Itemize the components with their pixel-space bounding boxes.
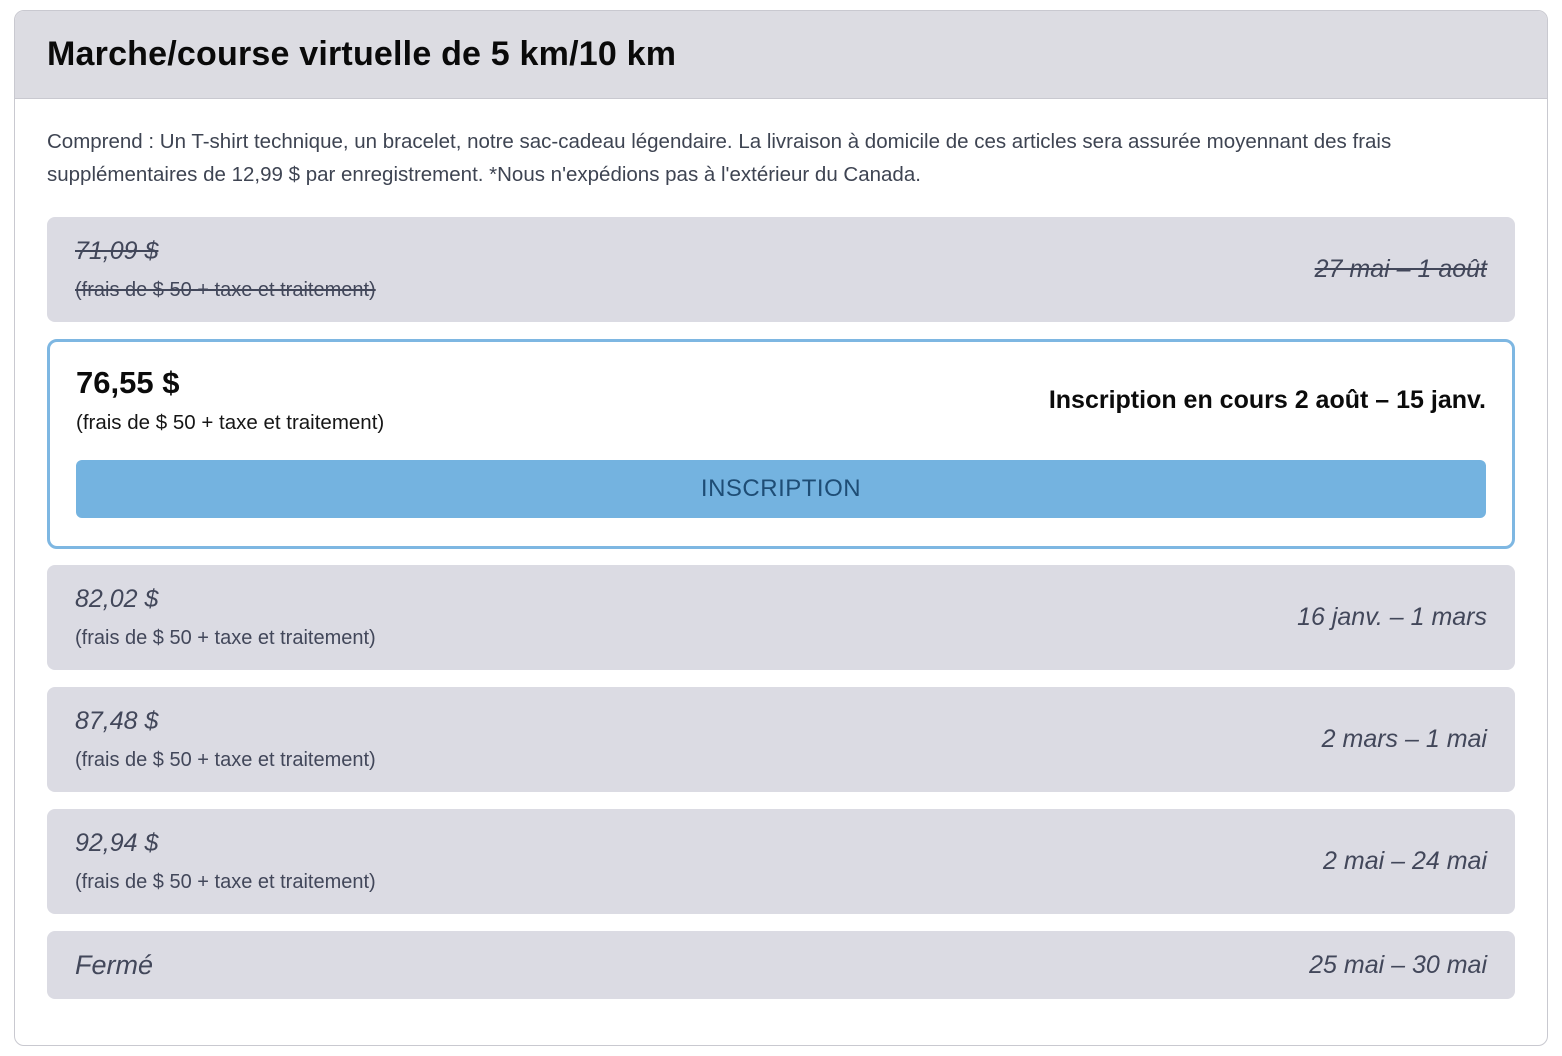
pricing-tier-past (47, 217, 1515, 322)
tier-price-block (75, 579, 376, 657)
pricing-tier-active (47, 339, 1515, 549)
tier-fee: (frais de $ 50 + taxe et traitement) (75, 626, 376, 649)
tier-fee: (frais de $ 50 + taxe et traitement) (75, 870, 376, 893)
registration-status: Inscription en cours 2 août – 15 janv. (1048, 385, 1486, 414)
tier-dates: 2 mai – 24 mai (1323, 847, 1487, 875)
tier-status-label: Fermé (75, 950, 154, 980)
pricing-tier-upcoming (47, 809, 1515, 914)
tier-price: 76,55 $ (76, 365, 180, 400)
tier-fee: (frais de $ 50 + taxe et traitement) (75, 748, 376, 771)
event-description: Comprend : Un T-shirt technique, un bracelet, notre sac-cadeau légendaire. La livraison à domicile de ces articles sera assurée moyennant des frais supplémentaires de 12,99 $ par enregistrement. *Nous n'expédions pas à l'extérieur du Canada. (47, 130, 1392, 186)
tier-price-block (75, 823, 376, 901)
tier-price: 71,09 $ (75, 236, 159, 265)
tier-dates: 16 janv. – 1 mars (1297, 603, 1487, 631)
tier-dates: 25 mai – 30 mai (1309, 950, 1487, 979)
tier-price: 87,48 $ (75, 706, 159, 735)
pricing-tier-upcoming (47, 565, 1515, 670)
tier-price-block (75, 231, 376, 309)
inscription-button[interactable]: INSCRIPTION (76, 460, 1486, 518)
pricing-tier-upcoming (47, 687, 1515, 792)
tier-price: 92,94 $ (75, 828, 159, 857)
card-body (15, 99, 1547, 999)
active-tier-info (76, 360, 1486, 440)
tier-price-block (76, 360, 384, 440)
tier-dates: 2 mars – 1 mai (1321, 725, 1487, 753)
tier-price-block (75, 701, 376, 779)
card-header (15, 11, 1547, 99)
tier-fee: (frais de $ 50 + taxe et traitement) (76, 411, 385, 434)
pricing-tier-closed (47, 931, 1515, 999)
page-title: Marche/course virtuelle de 5 km/10 km (47, 35, 677, 73)
tier-dates: 27 mai – 1 août (1314, 255, 1487, 283)
event-pricing-card (14, 10, 1548, 1046)
tier-fee: (frais de $ 50 + taxe et traitement) (75, 278, 376, 301)
tier-price: 82,02 $ (75, 584, 159, 613)
